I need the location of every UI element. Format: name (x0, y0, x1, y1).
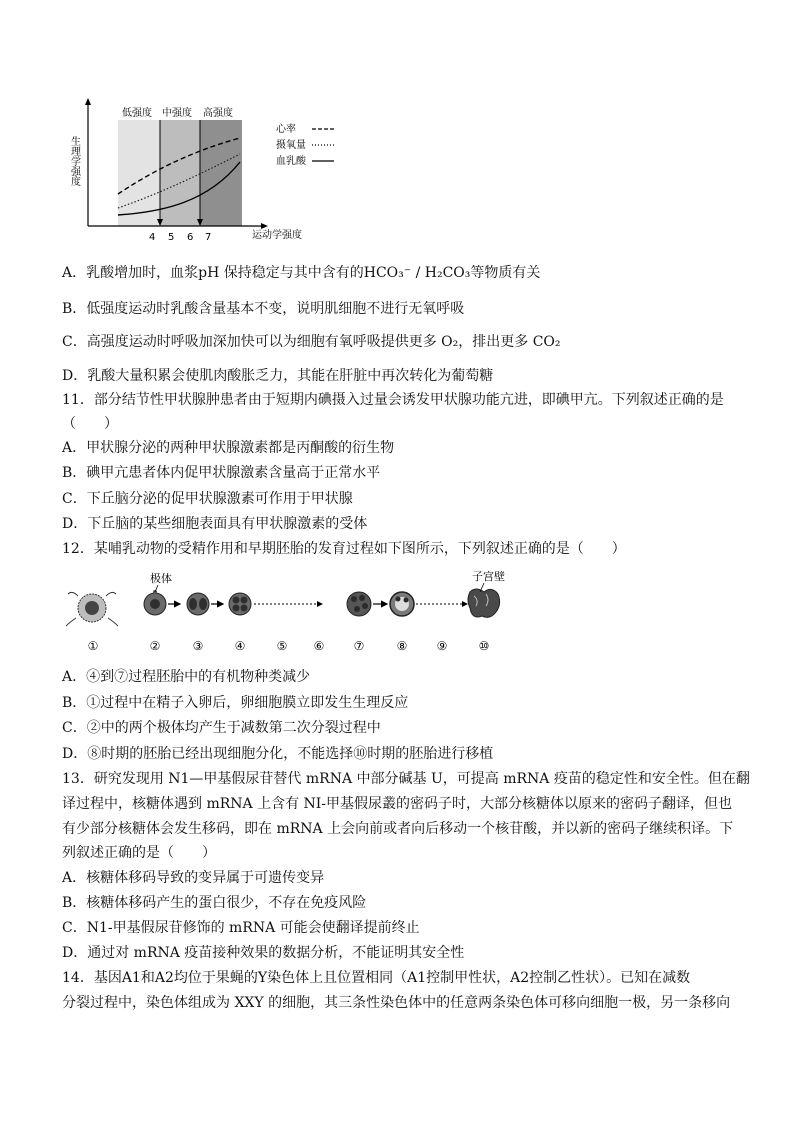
polar-body-label: 极体 (150, 572, 172, 585)
q10-option-a: A．乳酸增加时，血浆pH 保持稳定与其中含有的HCO₃⁻ / H₂CO₃等物质有关 (62, 265, 541, 281)
stage-number-3: ③ (192, 639, 204, 653)
q12-option-b: B．①过程中在精子入卵后，卵细胞膜立即发生生理反应 (62, 695, 409, 711)
x-axis-arrow (261, 223, 268, 229)
q11-option-b: B．碘甲亢患者体内促甲状腺激素含量高于正常水平 (62, 465, 381, 481)
q12-option-d: D．⑧时期的胚胎已经出现细胞分化，不能选择⑩时期的胚胎进行移植 (62, 746, 494, 762)
q14-stem-line-2: 分裂过程中，染色体组成为 XXY 的细胞，其三条性染色体中的任意两条染色体可移向细胞一极，另一条移向 (62, 995, 731, 1011)
uterus-wall-label: 子宫壁 (472, 570, 505, 583)
x-axis-label: 运动学强度 (252, 230, 302, 241)
q14-stem-line-1: 14．基因A1和A2均位于果蝇的Y染色体上且位置相同（A1控制甲性状，A2控制乙性状）。已知在减数 (62, 970, 691, 986)
q11-stem: 11．部分结节性甲状腺肿患者由于短期内碘摄入过量会诱发甲状腺功能亢进，即碘甲亢。下列叙述正确的是 (62, 392, 724, 408)
stage-number-1: ① (87, 639, 99, 653)
x-tick-5: 5 (168, 232, 175, 243)
q13-stem-line-4: 列叙述正确的是（ ） (62, 845, 216, 861)
q12-option-a: A．④到⑦过程胚胎中的有机物种类减少 (62, 669, 311, 685)
q10-option-c: C．高强度运动时呼吸加深加快可以为细胞有氧呼吸提供更多 O₂，排出更多 CO₂ (62, 334, 561, 350)
zone-label-low: 低强度 (122, 108, 152, 119)
stage-number-6: ⑥ (313, 639, 325, 653)
stage-10-implantation (468, 589, 500, 617)
stage-1-fertilization (66, 592, 118, 626)
q10-option-d: D．乳酸大量积累会使肌肉酸胀乏力，其能在肝脏中再次转化为葡萄糖 (62, 368, 494, 384)
legend-oxygen-uptake: 摄氧量 (276, 140, 306, 151)
q13-option-d: D．通过对 mRNA 疫苗接种效果的数据分析，不能证明其安全性 (62, 945, 465, 961)
stage-number-9: ⑨ (436, 639, 448, 653)
embryo-development-figure (62, 566, 522, 654)
zone-label-mid: 中强度 (162, 108, 192, 119)
q11-stem-paren: （ ） (62, 416, 118, 432)
q11-option-c: C．下丘脑分泌的促甲状腺激素可作用于甲状腺 (62, 491, 353, 507)
zone-mid (160, 120, 200, 226)
stage-number-2: ② (149, 639, 161, 653)
q11-option-a: A．甲状腺分泌的两种甲状腺激素都是丙酮酸的衍生物 (62, 440, 395, 456)
stage-4-four-cell (229, 593, 251, 615)
stage-3-two-cell (187, 593, 209, 615)
x-tick-6: 6 (187, 232, 194, 243)
zone-label-high: 高强度 (203, 108, 233, 119)
zone-high (200, 120, 242, 226)
q13-stem-line-2: 译过程中，核糖体遇到 mRNA 上含有 NI-甲基假尿叢的密码子时，大部分核糖体以原来的密码子翻译，但也 (62, 796, 733, 812)
y-axis-label: 生理学强度 (68, 136, 80, 186)
q13-option-c: C．N1-甲基假尿苷修饰的 mRNA 可能会使翻译提前终止 (62, 920, 420, 936)
exercise-intensity-chart (68, 98, 350, 248)
y-axis-arrow (85, 98, 91, 105)
stage-8-blastocyst (390, 592, 414, 616)
q10-option-b: B．低强度运动时乳酸含量基本不变，说明肌细胞不进行无氧呼吸 (62, 301, 465, 317)
x-tick-4: 4 (149, 232, 156, 243)
stage-number-5: ⑤ (276, 639, 288, 653)
q11-option-d: D．下丘脑的某些细胞表面具有甲状腺激素的受体 (62, 516, 368, 532)
stage-number-8: ⑧ (396, 639, 408, 653)
stage-number-10: ⑩ (478, 639, 490, 653)
legend-blood-lactate: 血乳酸 (276, 156, 306, 167)
stage-7-morula (347, 592, 371, 616)
legend-heart-rate: 心率 (276, 124, 296, 135)
x-tick-7: 7 (205, 232, 212, 243)
q12-stem: 12．某哺乳动物的受精作用和早期胚胎的发育过程如下图所示，下列叙述正确的是（ ） (62, 541, 626, 557)
q13-stem-line-1: 13．研究发现用 N1—甲基假尿苷替代 mRNA 中部分碱基 U，可提高 mRNA 疫苗的稳定性和安全性。但在翻 (62, 771, 750, 787)
stage-2-zygote (144, 590, 166, 615)
q13-stem-line-3: 有少部分核糖体会发生移码，即在 mRNA 上会向前或者向后移动一个核苷酸，并以新的密码子继续积译。下 (62, 821, 734, 837)
q13-option-b: B．核糖体移码产生的蛋白很少，不存在免疫风险 (62, 895, 367, 911)
q13-option-a: A．核糖体移码导致的变异属于可遗传变异 (62, 870, 325, 886)
q12-option-c: C．②中的两个极体均产生于减数第二次分裂过程中 (62, 720, 381, 736)
stage-number-7: ⑦ (353, 639, 365, 653)
stage-number-4: ④ (234, 639, 246, 653)
